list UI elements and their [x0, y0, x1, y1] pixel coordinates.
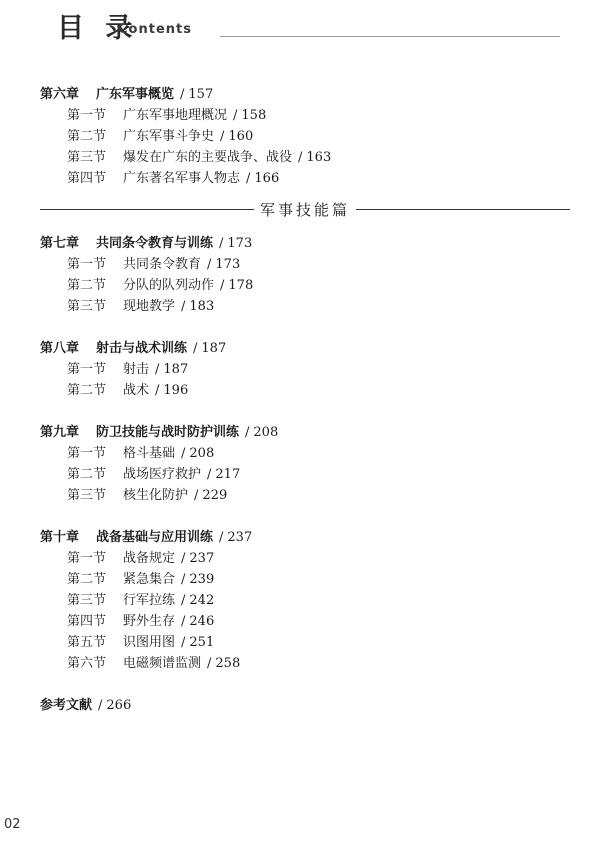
section-number: 第一节: [67, 446, 107, 461]
section-number: 第二节: [67, 467, 107, 482]
page-ref: 158: [241, 108, 267, 123]
section-title: 战场医疗救护: [123, 467, 202, 482]
spacer: [40, 317, 570, 338]
toc-section[interactable]: [40, 590, 570, 611]
section-number: 第二节: [67, 572, 107, 587]
chapter-number: 第十章: [40, 530, 80, 545]
divider-rule-left: [40, 209, 254, 210]
page-separator: /: [180, 87, 185, 102]
toc-subtitle: Contents: [118, 22, 192, 37]
toc-chapter-7[interactable]: [40, 233, 570, 254]
section-title: 射击: [123, 362, 150, 377]
page-ref: 242: [189, 593, 215, 608]
toc-section[interactable]: [40, 380, 570, 401]
toc-section[interactable]: [40, 254, 570, 275]
chapter-number: 第八章: [40, 341, 80, 356]
page-ref: 237: [227, 530, 253, 545]
toc-references[interactable]: [40, 695, 570, 716]
section-title: 分队的队列动作: [123, 278, 215, 293]
part-title: 军事技能篇: [260, 200, 351, 219]
section-number: 第二节: [67, 278, 107, 293]
page-separator: /: [298, 150, 303, 165]
page-ref: 187: [201, 341, 227, 356]
toc-section[interactable]: [40, 443, 570, 464]
section-number: 第三节: [67, 488, 107, 503]
page-ref: 178: [228, 278, 254, 293]
page-ref: 187: [163, 362, 189, 377]
section-number: 第五节: [67, 635, 107, 650]
chapter-number: 第六章: [40, 87, 80, 102]
page-ref: 183: [189, 299, 215, 314]
spacer: [40, 506, 570, 527]
toc-section[interactable]: [40, 359, 570, 380]
section-title: 现地教学: [123, 299, 176, 314]
section-number: 第三节: [67, 593, 107, 608]
page-separator: /: [181, 572, 186, 587]
section-number: 第四节: [67, 614, 107, 629]
chapter-number: 第九章: [40, 425, 80, 440]
toc-section[interactable]: [40, 126, 570, 147]
page-separator: /: [155, 383, 160, 398]
page-separator: /: [207, 257, 212, 272]
section-title: 广东著名军事人物志: [123, 171, 241, 186]
toc-section[interactable]: [40, 653, 570, 674]
part-divider: [40, 194, 570, 224]
table-of-contents: [40, 84, 570, 716]
page-separator: /: [181, 593, 186, 608]
section-number: 第四节: [67, 171, 107, 186]
section-number: 第一节: [67, 551, 107, 566]
toc-section[interactable]: [40, 632, 570, 653]
page-ref: 251: [189, 635, 215, 650]
section-number: 第六节: [67, 656, 107, 671]
page-ref: 208: [253, 425, 279, 440]
section-number: 第一节: [67, 362, 107, 377]
page-ref: 173: [215, 257, 241, 272]
toc-chapter-9[interactable]: [40, 422, 570, 443]
page-ref: 239: [189, 572, 215, 587]
toc-section[interactable]: [40, 569, 570, 590]
chapter-title: 射击与战术训练: [96, 341, 188, 356]
page-ref: 196: [163, 383, 189, 398]
section-number: 第一节: [67, 108, 107, 123]
page-ref: 173: [227, 236, 253, 251]
spacer: [40, 401, 570, 422]
section-title: 核生化防护: [123, 488, 189, 503]
section-number: 第二节: [67, 129, 107, 144]
page-separator: /: [181, 635, 186, 650]
references-title: 参考文献: [40, 698, 93, 713]
page-ref: 217: [215, 467, 241, 482]
page-separator: /: [219, 530, 224, 545]
toc-chapter-8[interactable]: [40, 338, 570, 359]
chapter-number: 第七章: [40, 236, 80, 251]
section-title: 格斗基础: [123, 446, 176, 461]
section-title: 电磁频谱监测: [123, 656, 202, 671]
page-ref: 229: [202, 488, 228, 503]
page-ref: 246: [189, 614, 215, 629]
section-title: 野外生存: [123, 614, 176, 629]
toc-section[interactable]: [40, 105, 570, 126]
page-header: [40, 2, 560, 42]
section-title: 战术: [123, 383, 150, 398]
section-title: 广东军事斗争史: [123, 129, 215, 144]
toc-section[interactable]: [40, 168, 570, 189]
page-ref: 166: [254, 171, 280, 186]
page-separator: /: [181, 299, 186, 314]
page-separator: /: [181, 551, 186, 566]
page-ref: 160: [228, 129, 254, 144]
section-title: 行军拉练: [123, 593, 176, 608]
toc-title: 目 录: [57, 13, 139, 44]
page-ref: 266: [106, 698, 132, 713]
toc-section[interactable]: [40, 147, 570, 168]
header-rule: [220, 36, 560, 37]
page-separator: /: [193, 341, 198, 356]
section-number: 第二节: [67, 383, 107, 398]
section-title: 广东军事地理概况: [123, 108, 228, 123]
section-title: 共同条令教育: [123, 257, 202, 272]
chapter-title: 广东军事概览: [96, 87, 175, 102]
page-separator: /: [155, 362, 160, 377]
section-title: 紧急集合: [123, 572, 176, 587]
toc-section[interactable]: [40, 611, 570, 632]
toc-chapter-6[interactable]: [40, 84, 570, 105]
page-separator: /: [245, 425, 250, 440]
toc-section[interactable]: [40, 296, 570, 317]
page-separator: /: [233, 108, 238, 123]
page-separator: /: [219, 236, 224, 251]
section-title: 识图用图: [123, 635, 176, 650]
page-ref: 258: [215, 656, 241, 671]
spacer: [40, 674, 570, 695]
page-separator: /: [98, 698, 103, 713]
section-number: 第三节: [67, 150, 107, 165]
page-separator: /: [207, 467, 212, 482]
page-ref: 237: [189, 551, 215, 566]
section-title: 战备规定: [123, 551, 176, 566]
divider-rule-right: [356, 209, 570, 210]
page-separator: /: [246, 171, 251, 186]
toc-section[interactable]: [40, 275, 570, 296]
page-separator: /: [207, 656, 212, 671]
page-separator: /: [194, 488, 199, 503]
toc-section[interactable]: [40, 548, 570, 569]
chapter-title: 防卫技能与战时防护训练: [96, 425, 240, 440]
section-number: 第一节: [67, 257, 107, 272]
page-ref: 157: [188, 87, 214, 102]
chapter-title: 战备基础与应用训练: [96, 530, 214, 545]
toc-section[interactable]: [40, 485, 570, 506]
page-separator: /: [181, 614, 186, 629]
page-separator: /: [181, 446, 186, 461]
toc-section[interactable]: [40, 464, 570, 485]
page-ref: 208: [189, 446, 215, 461]
chapter-title: 共同条令教育与训练: [96, 236, 214, 251]
section-title: 爆发在广东的主要战争、战役: [123, 150, 293, 165]
page-separator: /: [220, 278, 225, 293]
page-separator: /: [220, 129, 225, 144]
page-number: 02: [4, 817, 21, 832]
page-ref: 163: [306, 150, 332, 165]
toc-chapter-10[interactable]: [40, 527, 570, 548]
section-number: 第三节: [67, 299, 107, 314]
